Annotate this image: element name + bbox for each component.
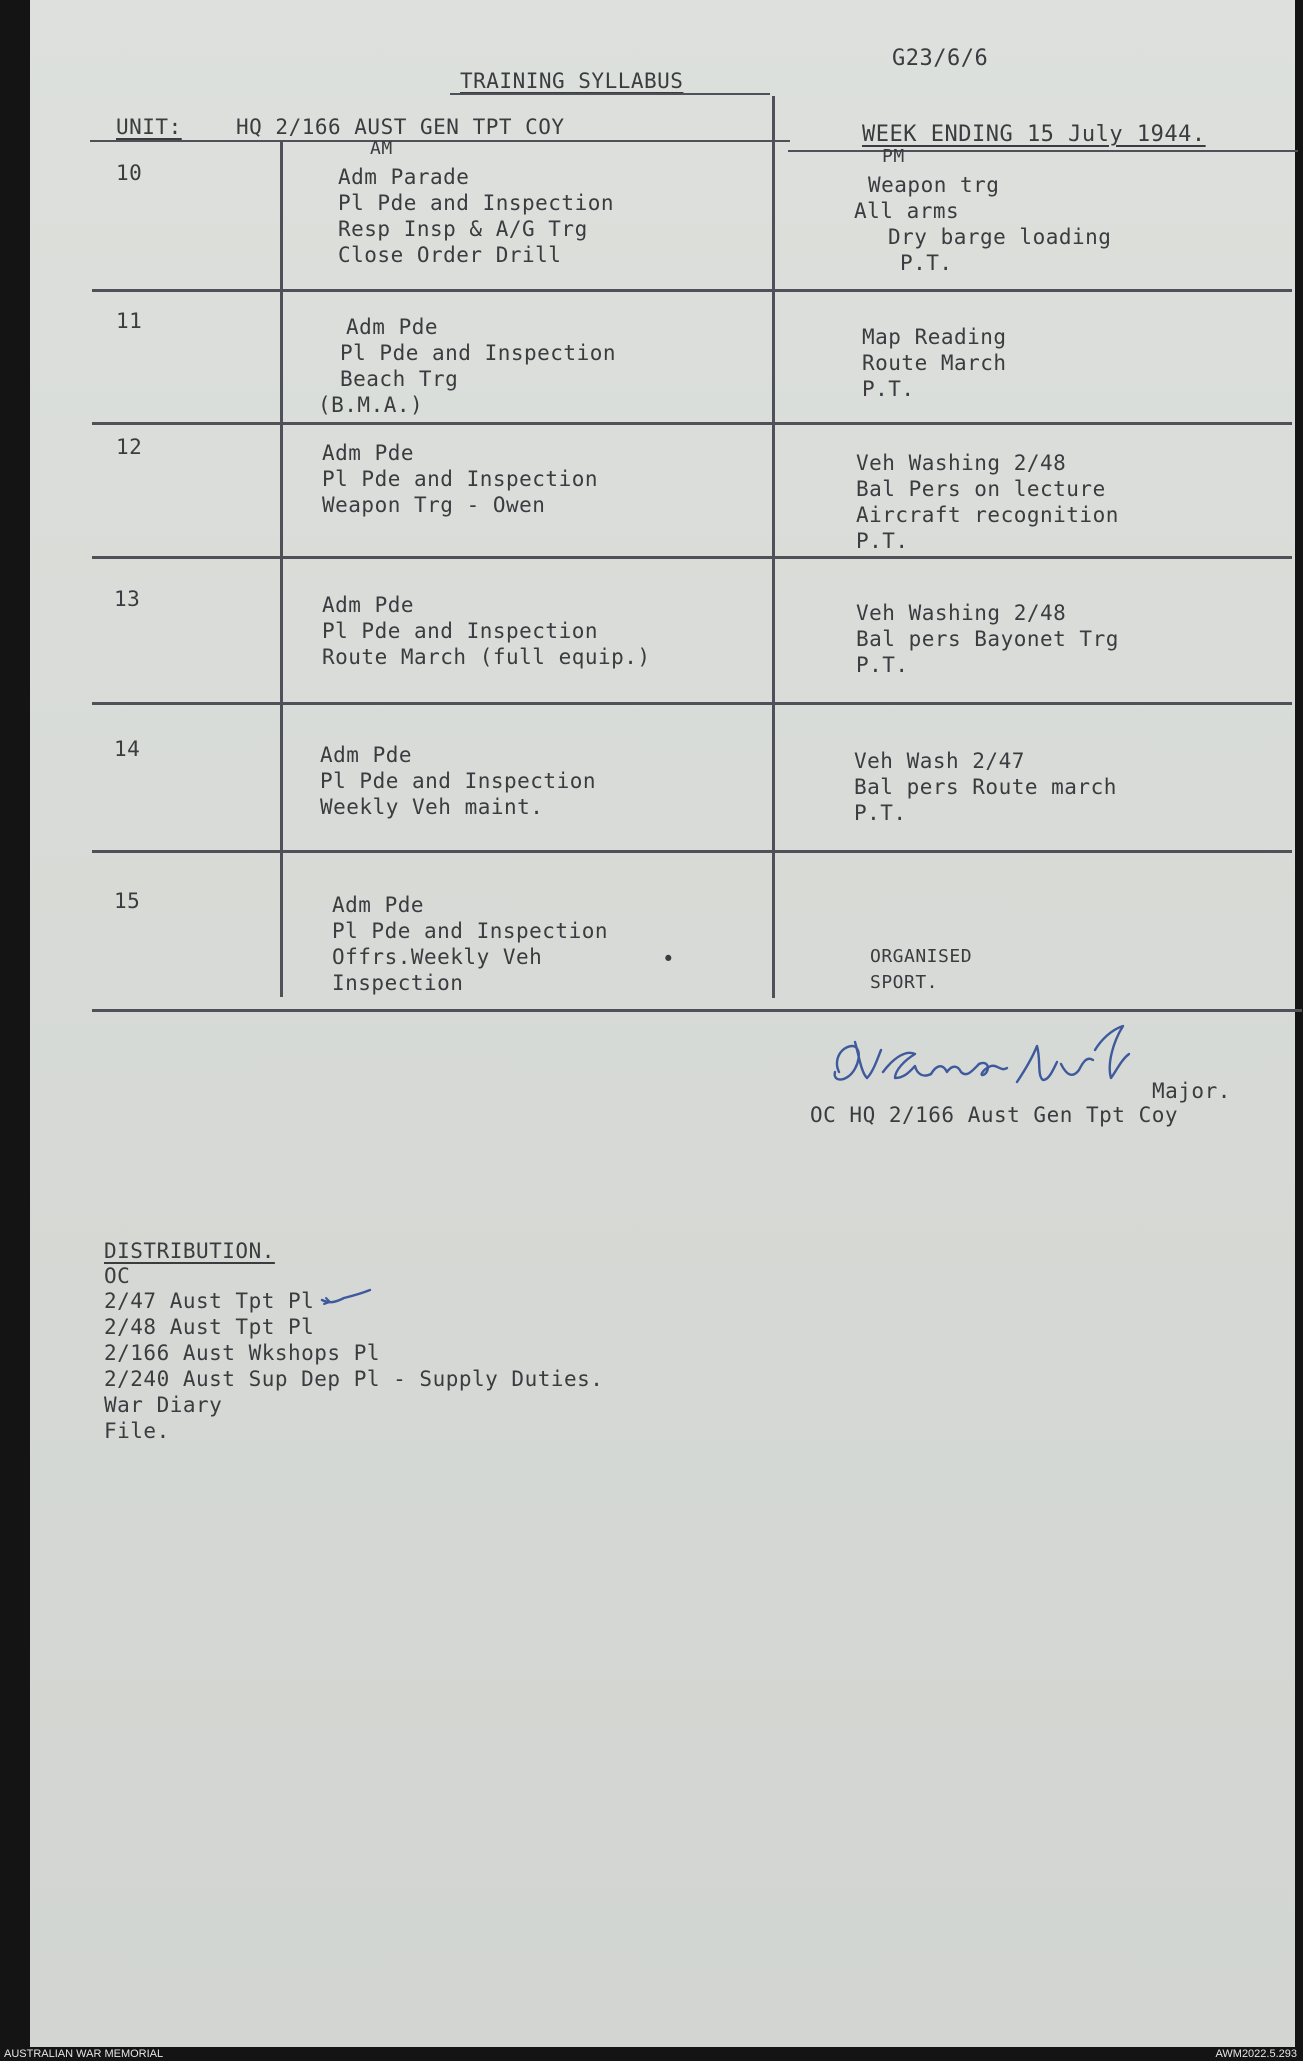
- activity-line: Pl Pde and Inspection: [322, 619, 599, 643]
- activity-line: Pl Pde and Inspection: [340, 341, 617, 365]
- activity-line: Veh Washing 2/48: [856, 601, 1067, 625]
- activity-line: Weekly Veh maint.: [320, 795, 544, 819]
- activity-line: Veh Washing 2/48: [856, 451, 1067, 475]
- distribution-item: 2/240 Aust Sup Dep Pl - Supply Duties.: [104, 1367, 604, 1391]
- activity-line: Pl Pde and Inspection: [320, 769, 597, 793]
- signature-scrawl: [811, 1020, 1181, 1110]
- distribution-item: File.: [104, 1419, 170, 1443]
- activity-line: Bal pers Route march: [854, 775, 1117, 799]
- activity-line: Weapon trg: [868, 173, 1000, 197]
- distribution-item: War Diary: [104, 1393, 223, 1417]
- activity-line: Map Reading: [862, 325, 1007, 349]
- table-top-rule: [90, 140, 790, 142]
- activity-line: Pl Pde and Inspection: [332, 919, 609, 943]
- activity-line: Weapon Trg - Owen: [322, 493, 546, 517]
- activity-line: Close Order Drill: [338, 243, 562, 267]
- am-activities: [338, 164, 614, 268]
- activity-line: P.T.: [856, 653, 909, 677]
- am-header: AM: [370, 138, 393, 159]
- activity-line: Inspection: [332, 971, 464, 995]
- activity-line: Adm Pde: [346, 315, 439, 339]
- pm-activities: [854, 748, 1117, 826]
- pm-activities: [856, 450, 1119, 554]
- day-label: 13: [114, 587, 141, 611]
- day-label: 15: [114, 889, 141, 913]
- activity-line: Pl Pde and Inspection: [338, 191, 615, 215]
- activity-line: Resp Insp & A/G Trg: [338, 217, 588, 241]
- distribution-list: [104, 1238, 603, 1444]
- activity-line: Aircraft recognition: [856, 503, 1119, 527]
- document-title: TRAINING SYLLABUS: [460, 69, 684, 93]
- table-top-rule-right: [788, 150, 1298, 152]
- document-page: [30, 0, 1295, 2047]
- am-activities: [332, 892, 608, 996]
- row-rule: [92, 289, 1292, 292]
- activity-line: Bal pers Bayonet Trg: [856, 627, 1119, 651]
- archive-name: AUSTRALIAN WAR MEMORIAL: [4, 2048, 164, 2060]
- activity-line: Adm Pde: [322, 593, 415, 617]
- am-activities: [322, 440, 598, 518]
- activity-line: Route March (full equip.): [322, 645, 651, 669]
- day-label: 12: [116, 435, 143, 459]
- archive-reference: AWM2022.5.293: [1215, 2048, 1297, 2060]
- row-rule: [92, 422, 1292, 425]
- am-activities: [320, 742, 596, 820]
- week-ending: WEEK ENDING 15 July 1944.: [862, 122, 1206, 147]
- file-reference: G23/6/6: [892, 46, 989, 71]
- activity-line: Pl Pde and Inspection: [322, 467, 599, 491]
- column-divider-right: [772, 96, 775, 998]
- row-rule: [92, 850, 1292, 853]
- distribution-item: 2/47 Aust Tpt Pl: [104, 1288, 603, 1314]
- activity-line: All arms: [854, 199, 960, 223]
- pm-header: PM: [882, 146, 905, 167]
- distribution-item: 2/166 Aust Wkshops Pl: [104, 1341, 381, 1365]
- activity-line: Adm Pde: [322, 441, 415, 465]
- distribution-item: OC: [104, 1264, 131, 1288]
- distribution-heading: DISTRIBUTION.: [104, 1239, 275, 1263]
- activity-line: P.T.: [856, 529, 909, 553]
- unit-label: UNIT:: [116, 115, 182, 139]
- activity-line: Route March: [862, 351, 1007, 375]
- day-label: 14: [114, 737, 141, 761]
- signatory-rank: Major.: [1152, 1079, 1231, 1103]
- pm-activities: [854, 172, 1112, 276]
- signatory-appointment: OC HQ 2/166 Aust Gen Tpt Coy: [810, 1103, 1179, 1127]
- day-label: 10: [116, 161, 143, 185]
- archive-footer: [0, 2047, 1303, 2061]
- tick-mark-icon: [318, 1288, 374, 1310]
- pm-activities: [856, 600, 1119, 678]
- pm-activities: [870, 944, 972, 996]
- activity-line: Offrs.Weekly Veh: [332, 945, 543, 969]
- activity-line: Veh Wash 2/47: [854, 749, 1025, 773]
- activity-line: Beach Trg: [340, 367, 459, 391]
- row-rule: [92, 702, 1292, 705]
- pm-activities: [862, 324, 1007, 402]
- title-underline-rule: [450, 93, 770, 95]
- column-divider-left: [280, 140, 283, 997]
- am-activities: [318, 314, 617, 418]
- activity-line: Adm Pde: [332, 893, 425, 917]
- distribution-item: 2/48 Aust Tpt Pl: [104, 1315, 315, 1339]
- activity-line: SPORT.: [870, 972, 939, 993]
- activity-line: P.T.: [854, 801, 907, 825]
- row-rule: [92, 1009, 1302, 1012]
- activity-line: Adm Pde: [320, 743, 413, 767]
- activity-line: (B.M.A.): [318, 393, 424, 417]
- activity-line: Bal Pers on lecture: [856, 477, 1106, 501]
- day-label: 11: [116, 309, 143, 333]
- activity-line: P.T.: [900, 251, 953, 275]
- activity-line: Adm Parade: [338, 165, 470, 189]
- handwritten-signature: [811, 1020, 1181, 1114]
- unit-name: HQ 2/166 AUST GEN TPT COY: [236, 115, 565, 139]
- am-activities: [322, 592, 651, 670]
- stray-mark: •: [662, 947, 676, 971]
- row-rule: [92, 556, 1292, 559]
- activity-line: ORGANISED: [870, 946, 973, 967]
- activity-line: P.T.: [862, 377, 915, 401]
- activity-line: Dry barge loading: [888, 225, 1112, 249]
